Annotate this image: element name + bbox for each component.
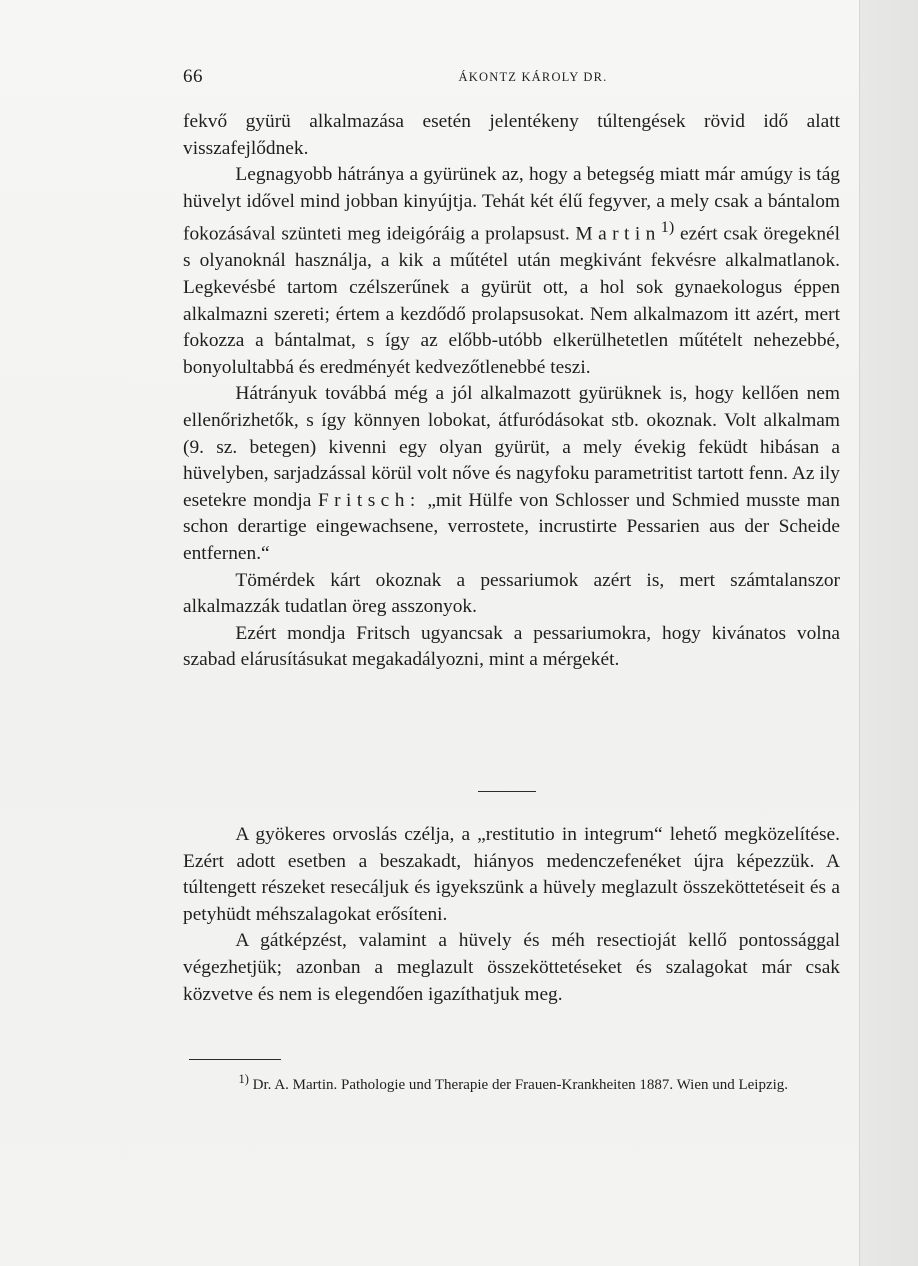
paragraph: Tömérdek kárt okoznak a pessariumok azért is, mert számtalanszor alkalmazzák tudatlan öreg asszonyok. [183, 569, 840, 618]
paragraph: A gyökeres orvoslás czélja, a „restitutio in integrum“ lehető megközelítése. Ezért adott esetben a beszakadt, hiányos medenczefenéket újra képezzük. A túltengett részeket resecáljuk és igyekszünk a hüvely meglazult összeköttetéseit és a petyhüdt méhszalagokat erősíteni. [183, 824, 840, 925]
footnote-citation: Dr. A. Martin. Pathologie und Therapie der Frauen-Krankheiten 1887. Wien und Leipzig. [252, 1077, 789, 1093]
main-text-block [183, 109, 840, 674]
running-head: ÁKONTZ KÁROLY DR. [458, 70, 608, 84]
footnote [183, 1068, 843, 1096]
page-edge-shadow [859, 0, 918, 1266]
footnote-marker: 1) [660, 219, 675, 237]
footnote-marker: 1) [238, 1072, 249, 1086]
page-header [183, 66, 843, 90]
author-name: Martin [575, 223, 661, 245]
paragraph-text: Hátrányuk továbbá még a jól alkalmazott gyürüknek is, hogy kellően nem ellenőrizhetők, s így könnyen lobokat, átfuródásokat stb. okoznak. Volt alkalmam (9. sz. betegen) kivenni egy olyan gyürüt, a mely évekig feküdt hibásan a hüvelyben, sarjadzással körül volt nőve és nagyfoku parametritist tartott fenn. Az ily esetekre mondja [183, 383, 840, 511]
section-divider [478, 791, 536, 792]
author-name: Fritsch: [317, 489, 421, 511]
paragraph: fekvő gyürü alkalmazása esetén jelentékeny túltengések rövid idő alatt visszafejlődnek. [183, 111, 840, 159]
footnote-divider [189, 1059, 281, 1060]
paragraph-text: ezért csak öregeknél s olyanoknál használja, a kik a műtétel után megkivánt fekvésre alkalmatlanok. Legkevésbé tartom czélszerűnek a gyürüt ott, a hol sok gynaekologus éppen alkalmazni szereti; értem a kezdődő prolapsusokat. Nem alkalmazom itt azért, mert fokozza a bántalmat, s így az előbb-utóbb elkerülhetetlen műtételt nehezebbé, bonyolultabbá és eredményét kedvezőtlenebbé teszi. [183, 223, 841, 378]
paragraph-text: Legnagyobb hátránya a gyürünek az, hogy a betegség miatt már amúgy is tág hüvelyt idővel mind jobban kinyújtja. Tehát két élű fegyver, a mely csak a bántalom fokozásával szünteti meg ideigóráig a prolapsust. [183, 164, 840, 245]
second-text-block [183, 822, 840, 1008]
page-number: 66 [183, 66, 203, 87]
paragraph: A gátképzést, valamint a hüvely és méh resectioját kellő pontossággal végezhetjük; azonban a meglazult összeköttetéseket és szalagokat már csak közvetve és nem is elegendően igazíthatjuk meg. [183, 930, 840, 1005]
paragraph [183, 162, 840, 381]
paragraph: Ezért mondja Fritsch ugyancsak a pessariumokra, hogy kivánatos volna szabad elárusításukat megakadályozni, mint a mérgekét. [183, 622, 840, 671]
footnote-text [183, 1068, 843, 1096]
paragraph [183, 381, 840, 567]
quotation: „mit Hülfe von Schlosser und Schmied musste man schon derartige eingewachsene, verrostete, incrustirte Pessarien aus der Scheide entfernen.“ [183, 489, 840, 564]
